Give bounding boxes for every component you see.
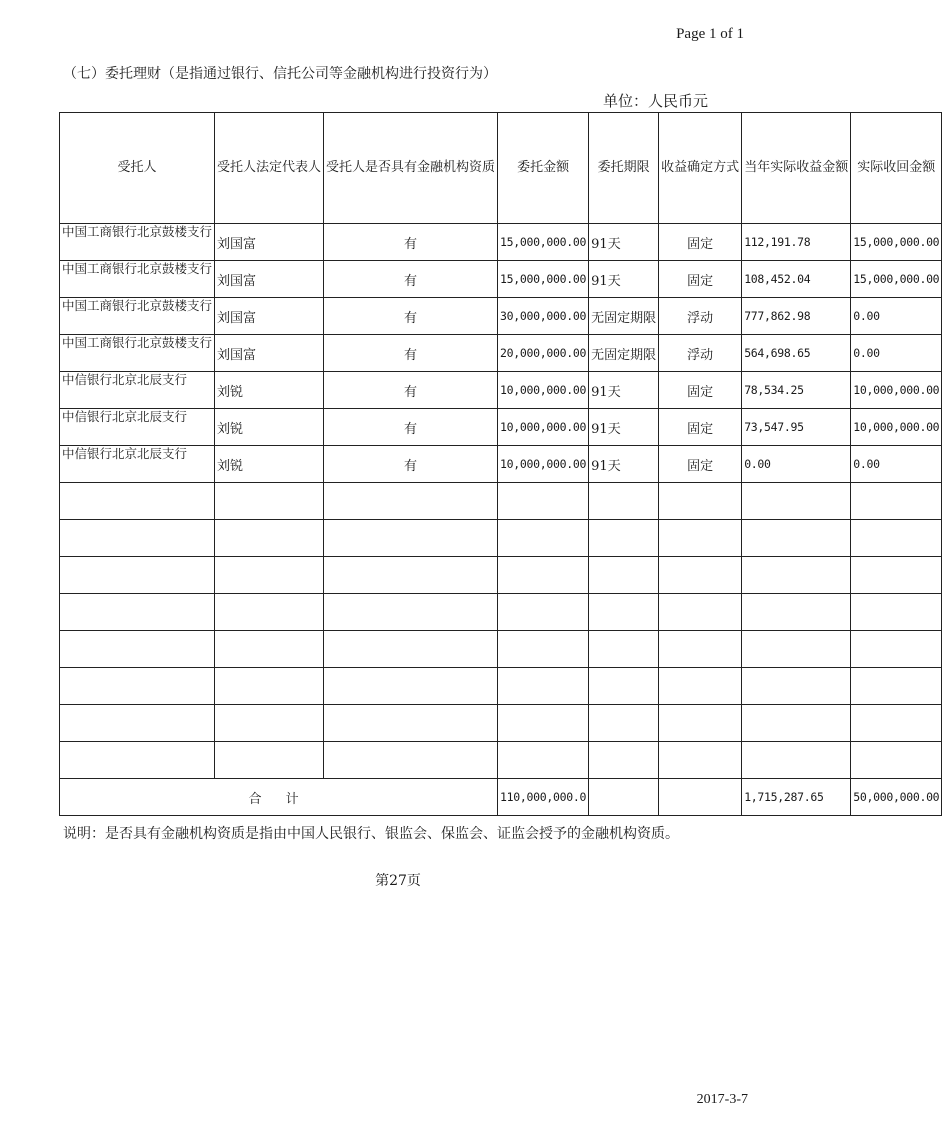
- empty-cell: [60, 631, 215, 668]
- col-header-trustee: 受托人: [60, 113, 215, 224]
- cell-amount: 15,000,000.00: [498, 261, 589, 298]
- empty-cell: [659, 557, 742, 594]
- cell-trustee: 中信银行北京北辰支行: [60, 446, 215, 483]
- empty-cell: [215, 483, 324, 520]
- cell-term: 91天: [589, 261, 659, 298]
- empty-cell: [215, 520, 324, 557]
- page-indicator: Page 1 of 1: [676, 26, 744, 42]
- col-header-legal-rep: 受托人法定代表人: [215, 113, 324, 224]
- cell-legal-rep: 刘锐: [215, 446, 324, 483]
- empty-cell: [324, 631, 498, 668]
- empty-cell: [589, 668, 659, 705]
- cell-legal-rep: 刘国富: [215, 224, 324, 261]
- empty-cell: [498, 557, 589, 594]
- empty-cell: [215, 742, 324, 779]
- entrusted-finance-table: [59, 112, 942, 816]
- page-number: 第27页: [375, 873, 421, 889]
- empty-table-row: [60, 668, 942, 705]
- table-header-row: [60, 113, 942, 224]
- empty-table-row: [60, 705, 942, 742]
- empty-cell: [498, 631, 589, 668]
- cell-income: 777,862.98: [742, 298, 851, 335]
- cell-legal-rep: 刘国富: [215, 335, 324, 372]
- cell-qualification: 有: [324, 335, 498, 372]
- table-row: [60, 298, 942, 335]
- empty-table-row: [60, 520, 942, 557]
- cell-qualification: 有: [324, 372, 498, 409]
- cell-return-method: 固定: [659, 224, 742, 261]
- empty-cell: [851, 631, 942, 668]
- empty-cell: [742, 631, 851, 668]
- empty-cell: [498, 705, 589, 742]
- col-header-term: 委托期限: [589, 113, 659, 224]
- cell-return-method: 浮动: [659, 335, 742, 372]
- cell-return-method: 浮动: [659, 298, 742, 335]
- empty-cell: [851, 742, 942, 779]
- footer-date: 2017-3-7: [696, 1092, 748, 1107]
- empty-cell: [742, 705, 851, 742]
- empty-cell: [589, 594, 659, 631]
- empty-cell: [659, 483, 742, 520]
- empty-cell: [498, 668, 589, 705]
- empty-cell: [60, 742, 215, 779]
- cell-recovered: 0.00: [851, 335, 942, 372]
- empty-cell: [742, 594, 851, 631]
- empty-cell: [659, 520, 742, 557]
- table-row: [60, 409, 942, 446]
- cell-income: 73,547.95: [742, 409, 851, 446]
- empty-cell: [60, 668, 215, 705]
- empty-cell: [851, 557, 942, 594]
- table-row: [60, 224, 942, 261]
- cell-term: 91天: [589, 372, 659, 409]
- empty-cell: [589, 483, 659, 520]
- cell-term: 91天: [589, 409, 659, 446]
- cell-amount: 10,000,000.00: [498, 446, 589, 483]
- cell-qualification: 有: [324, 261, 498, 298]
- empty-cell: [659, 705, 742, 742]
- total-label: 合 计: [60, 779, 498, 816]
- cell-recovered: 10,000,000.00: [851, 409, 942, 446]
- cell-legal-rep: 刘锐: [215, 372, 324, 409]
- empty-cell: [215, 668, 324, 705]
- cell-qualification: 有: [324, 409, 498, 446]
- cell-amount: 10,000,000.00: [498, 372, 589, 409]
- cell-income: 0.00: [742, 446, 851, 483]
- total-row: [60, 779, 942, 816]
- cell-amount: 10,000,000.00: [498, 409, 589, 446]
- empty-cell: [215, 557, 324, 594]
- cell-return-method: 固定: [659, 261, 742, 298]
- cell-trustee: 中信银行北京北辰支行: [60, 409, 215, 446]
- empty-cell: [60, 520, 215, 557]
- cell-return-method: 固定: [659, 409, 742, 446]
- cell-legal-rep: 刘国富: [215, 261, 324, 298]
- cell-income: 564,698.65: [742, 335, 851, 372]
- col-header-recovered: 实际收回金额: [851, 113, 942, 224]
- cell-trustee: 中国工商银行北京鼓楼支行: [60, 224, 215, 261]
- table-row: [60, 446, 942, 483]
- cell-term: 91天: [589, 224, 659, 261]
- total-recovered: 50,000,000.00: [851, 779, 942, 816]
- empty-cell: [742, 557, 851, 594]
- cell-legal-rep: 刘锐: [215, 409, 324, 446]
- table-row: [60, 335, 942, 372]
- section-title: （七）委托理财（是指通过银行、信托公司等金融机构进行投资行为）: [63, 66, 497, 82]
- empty-cell: [498, 594, 589, 631]
- cell-recovered: 10,000,000.00: [851, 372, 942, 409]
- empty-cell: [851, 594, 942, 631]
- cell-trustee: 中国工商银行北京鼓楼支行: [60, 261, 215, 298]
- col-header-amount: 委托金额: [498, 113, 589, 224]
- cell-return-method: 固定: [659, 446, 742, 483]
- cell-return-method: 固定: [659, 372, 742, 409]
- cell-trustee: 中国工商银行北京鼓楼支行: [60, 298, 215, 335]
- empty-cell: [851, 520, 942, 557]
- cell-income: 78,534.25: [742, 372, 851, 409]
- empty-cell: [215, 631, 324, 668]
- empty-cell: [60, 594, 215, 631]
- table-row: [60, 261, 942, 298]
- empty-cell: [659, 631, 742, 668]
- cell-recovered: 0.00: [851, 446, 942, 483]
- cell-income: 108,452.04: [742, 261, 851, 298]
- empty-cell: [742, 483, 851, 520]
- empty-cell: [60, 483, 215, 520]
- cell-recovered: 15,000,000.00: [851, 224, 942, 261]
- empty-cell: [498, 483, 589, 520]
- empty-cell: [324, 483, 498, 520]
- empty-cell: [60, 557, 215, 594]
- empty-table-row: [60, 483, 942, 520]
- cell-term: 91天: [589, 446, 659, 483]
- cell-amount: 30,000,000.00: [498, 298, 589, 335]
- empty-cell: [324, 742, 498, 779]
- cell-trustee: 中国工商银行北京鼓楼支行: [60, 335, 215, 372]
- total-income: 1,715,287.65: [742, 779, 851, 816]
- empty-cell: [589, 520, 659, 557]
- table-row: [60, 372, 942, 409]
- empty-table-row: [60, 631, 942, 668]
- col-header-return-method: 收益确定方式: [659, 113, 742, 224]
- col-header-income: 当年实际收益金额: [742, 113, 851, 224]
- empty-table-row: [60, 742, 942, 779]
- empty-cell: [324, 594, 498, 631]
- cell-qualification: 有: [324, 298, 498, 335]
- cell-income: 112,191.78: [742, 224, 851, 261]
- cell-recovered: 15,000,000.00: [851, 261, 942, 298]
- empty-cell: [742, 668, 851, 705]
- empty-cell: [324, 705, 498, 742]
- qualification-note: 说明：是否具有金融机构资质是指由中国人民银行、银监会、保监会、证监会授予的金融机构资质。: [63, 826, 679, 842]
- empty-table-row: [60, 594, 942, 631]
- cell-amount: 20,000,000.00: [498, 335, 589, 372]
- total-amount: 110,000,000.0: [498, 779, 589, 816]
- total-method-empty: [659, 779, 742, 816]
- empty-cell: [215, 705, 324, 742]
- empty-cell: [589, 557, 659, 594]
- cell-legal-rep: 刘国富: [215, 298, 324, 335]
- empty-cell: [659, 742, 742, 779]
- cell-term: 无固定期限: [589, 335, 659, 372]
- empty-cell: [589, 631, 659, 668]
- empty-cell: [742, 742, 851, 779]
- empty-cell: [851, 483, 942, 520]
- cell-trustee: 中信银行北京北辰支行: [60, 372, 215, 409]
- col-header-qualification: 受托人是否具有金融机构资质: [324, 113, 498, 224]
- empty-cell: [851, 705, 942, 742]
- empty-table-row: [60, 557, 942, 594]
- empty-cell: [659, 594, 742, 631]
- empty-cell: [498, 742, 589, 779]
- empty-cell: [324, 668, 498, 705]
- cell-qualification: 有: [324, 224, 498, 261]
- empty-cell: [589, 705, 659, 742]
- empty-cell: [851, 668, 942, 705]
- empty-cell: [659, 668, 742, 705]
- cell-term: 无固定期限: [589, 298, 659, 335]
- total-term-empty: [589, 779, 659, 816]
- cell-recovered: 0.00: [851, 298, 942, 335]
- empty-cell: [60, 705, 215, 742]
- cell-qualification: 有: [324, 446, 498, 483]
- empty-cell: [498, 520, 589, 557]
- empty-cell: [324, 557, 498, 594]
- currency-unit: 单位：人民币元: [602, 92, 708, 110]
- cell-amount: 15,000,000.00: [498, 224, 589, 261]
- empty-cell: [324, 520, 498, 557]
- empty-cell: [215, 594, 324, 631]
- empty-cell: [589, 742, 659, 779]
- empty-cell: [742, 520, 851, 557]
